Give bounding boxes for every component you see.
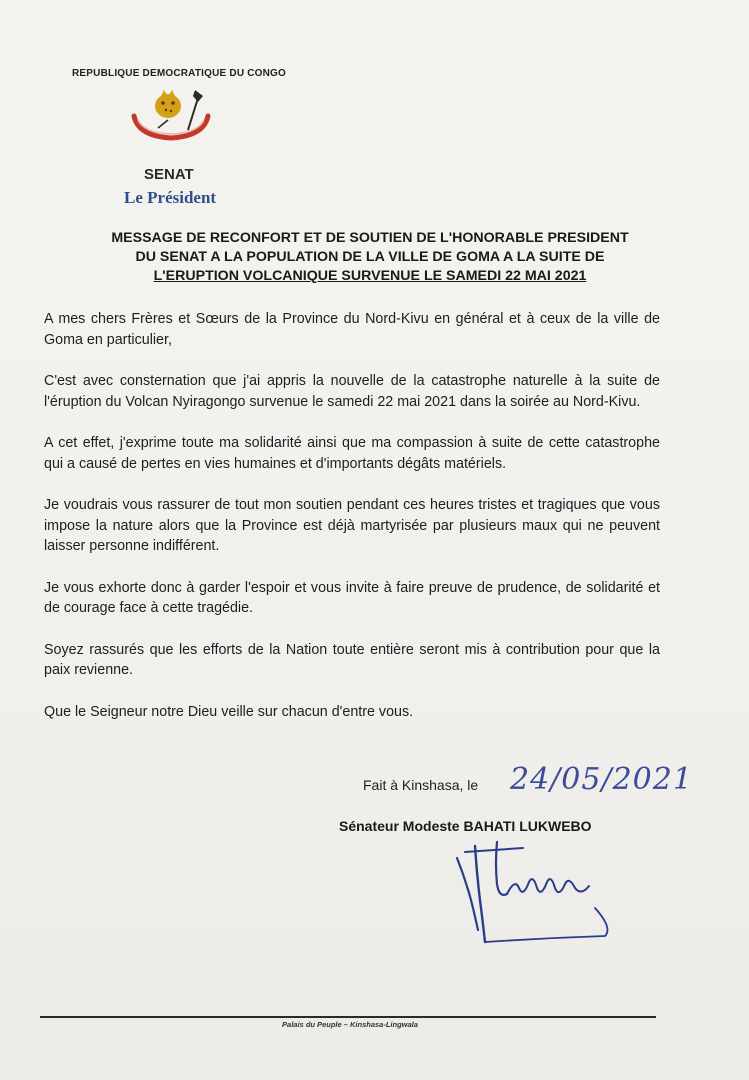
signature-icon xyxy=(445,838,625,950)
paragraph: A cet effet, j'exprime toute ma solidarité ainsi que ma compassion à suite de cette catastrophe qui a causé de pertes en vies humaines et d'importants dégâts matériels. xyxy=(44,435,660,472)
paragraph: C'est avec consternation que j'ai appris la nouvelle de la catastrophe naturelle à la suite de l'éruption du Volcan Nyiragongo survenue le samedi 22 mai 2021 dans la soirée au Nord-Kivu. xyxy=(44,373,660,410)
title-line: DU SENAT A LA POPULATION DE LA VILLE DE GOMA A LA SUITE DE xyxy=(135,249,605,265)
footer-address: Palais du Peuple – Kinshasa-Lingwala xyxy=(282,1020,418,1029)
footer-divider xyxy=(40,1016,656,1018)
office-title: Le Président xyxy=(124,188,217,207)
coat-of-arms-icon xyxy=(128,86,214,142)
letter-body xyxy=(44,309,660,722)
paragraph: Soyez rassurés que les efforts de la Nation toute entière seront mis à contribution pour que la paix revienne. xyxy=(44,641,660,678)
signer-name: Sénateur Modeste BAHATI LUKWEBO xyxy=(339,818,592,834)
handwritten-date: 24/05/2021 xyxy=(510,762,693,797)
place-line: Fait à Kinshasa, le xyxy=(363,777,479,793)
institution-name: SENAT xyxy=(144,166,194,183)
paragraph: Que le Seigneur notre Dieu veille sur chacun d'entre vous. xyxy=(44,703,414,720)
title-line: MESSAGE DE RECONFORT ET DE SOUTIEN DE L'HONORABLE PRESIDENT xyxy=(111,230,629,246)
paragraph: Je vous exhorte donc à garder l'espoir et vous invite à faire preuve de prudence, de solidarité et de courage face à cette tragédie. xyxy=(44,579,660,616)
message-title xyxy=(40,229,700,286)
country-header: REPUBLIQUE DEMOCRATIQUE DU CONGO xyxy=(72,68,286,79)
paragraph: A mes chers Frères et Sœurs de la Province du Nord-Kivu en général et à ceux de la ville de Goma en particulier, xyxy=(44,311,660,348)
title-line-underlined: L'ERUPTION VOLCANIQUE SURVENUE LE SAMEDI 22 MAI 2021 xyxy=(153,268,587,284)
paragraph: Je voudrais vous rassurer de tout mon soutien pendant ces heures tristes et tragiques que vous impose la nature alors que la Province est déjà martyrisée par plusieurs maux qui ne peuvent laisser personne indifférent. xyxy=(44,497,660,554)
